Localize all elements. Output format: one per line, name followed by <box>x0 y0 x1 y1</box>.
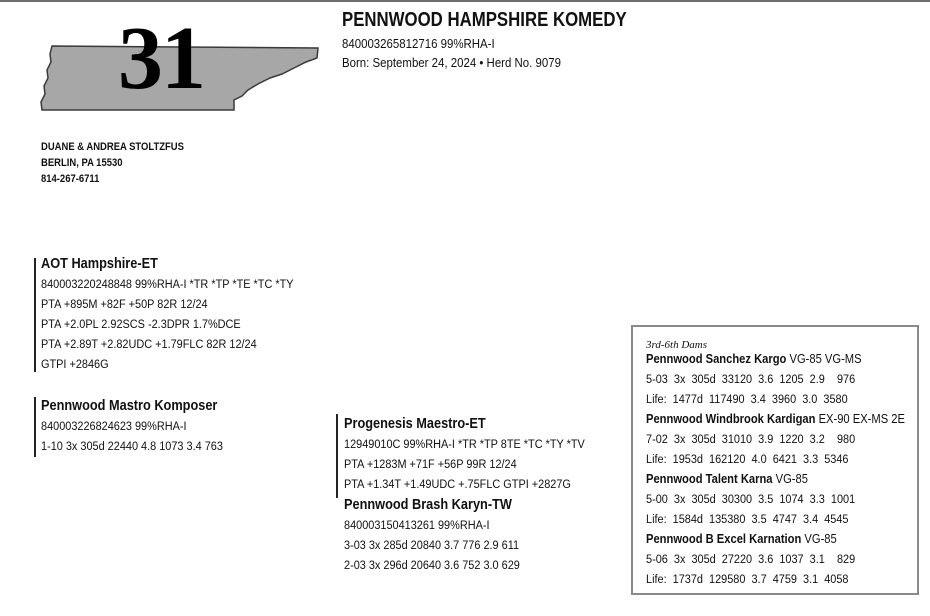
mgs-line: PTA +1.34T +1.49UDC +.75FLC GTPI +2827G <box>344 477 571 491</box>
dam-block <box>41 397 331 457</box>
dam-3-classification: VG-85 VG-MS <box>789 351 862 366</box>
dam-4-name: Pennwood Windbrook Kardigan <box>646 411 816 426</box>
consignor-name: DUANE & ANDREA STOLTZFUS <box>41 141 184 153</box>
dam-5-name: Pennwood Talent Karna <box>646 471 773 486</box>
dam-line: 840003226824623 99%RHA-I <box>41 419 187 433</box>
dam-4-record: 7-02 3x 305d 31010 3.9 1220 3.2 980 <box>646 432 856 446</box>
pedigree-line-dam <box>34 397 36 457</box>
dam-5-record: 5-00 3x 305d 30300 3.5 1074 3.3 1001 <box>646 492 856 506</box>
mgs-block <box>344 415 624 495</box>
granddam-line: 2-03 3x 296d 20640 3.6 752 3.0 629 <box>344 558 520 572</box>
consignor-block <box>41 137 207 185</box>
dam-3-name: Pennwood Sanchez Kargo <box>646 351 787 366</box>
animal-name: PENNWOOD HAMPSHIRE KOMEDY <box>342 9 627 31</box>
sire-line: PTA +895M +82F +50P 82R 12/24 <box>41 297 208 311</box>
dam-name: Pennwood Mastro Komposer <box>41 397 218 414</box>
consignor-phone: 814-267-6711 <box>41 173 100 185</box>
dam-6-classification: VG-85 <box>804 531 837 546</box>
extended-dams-box <box>631 325 919 595</box>
dam-4-classification: EX-90 EX-MS 2E <box>818 411 905 426</box>
granddam-line: 840003150413261 99%RHA-I <box>344 518 490 532</box>
lot-number: 31 <box>118 9 204 108</box>
dam-line: 1-10 3x 305d 22440 4.8 1073 3.4 763 <box>41 439 223 453</box>
dam-6-name: Pennwood B Excel Karnation <box>646 531 802 546</box>
dam-5-classification: VG-85 <box>775 471 808 486</box>
dam-5-lifetime: Life: 1584d 135380 3.5 4747 3.4 4545 <box>646 512 849 526</box>
dam-6-record: 5-06 3x 305d 27220 3.6 1037 3.1 829 <box>646 552 856 566</box>
sire-name: AOT Hampshire-ET <box>41 255 158 272</box>
dams-box-title: 3rd-6th Dams <box>646 339 708 351</box>
pedigree-line-sire <box>34 258 36 372</box>
consignor-address: BERLIN, PA 15530 <box>41 157 123 169</box>
registration-line: 840003265812716 99%RHA-I <box>342 36 495 51</box>
granddam-name: Pennwood Brash Karyn-TW <box>344 496 512 513</box>
granddam-line: 3-03 3x 285d 20840 3.7 776 2.9 611 <box>344 538 520 552</box>
sire-line: 840003220248848 99%RHA-I *TR *TP *TE *TC *TY <box>41 277 294 291</box>
mgs-name: Progenesis Maestro-ET <box>344 415 486 432</box>
born-line: Born: September 24, 2024 • Herd No. 9079 <box>342 55 561 70</box>
dam-3-lifetime: Life: 1477d 117490 3.4 3960 3.0 3580 <box>646 392 848 406</box>
sire-line: PTA +2.0PL 2.92SCS -2.3DPR 1.7%DCE <box>41 317 241 331</box>
dam-6-lifetime: Life: 1737d 129580 3.7 4759 3.1 4058 <box>646 572 849 586</box>
mgs-line: PTA +1283M +71F +56P 99R 12/24 <box>344 457 517 471</box>
mgs-line: 12949010C 99%RHA-I *TR *TP 8TE *TC *TY *TV <box>344 437 585 451</box>
pedigree-line-mgs <box>336 414 338 498</box>
sire-line: GTPI +2846G <box>41 357 109 371</box>
granddam-block <box>344 496 624 576</box>
sire-line: PTA +2.89T +2.82UDC +1.79FLC 82R 12/24 <box>41 337 257 351</box>
top-rule <box>0 0 930 2</box>
dam-4-lifetime: Life: 1953d 162120 4.0 6421 3.3 5346 <box>646 452 849 466</box>
sire-block <box>41 255 331 375</box>
dam-3-record: 5-03 3x 305d 33120 3.6 1205 2.9 976 <box>646 372 856 386</box>
